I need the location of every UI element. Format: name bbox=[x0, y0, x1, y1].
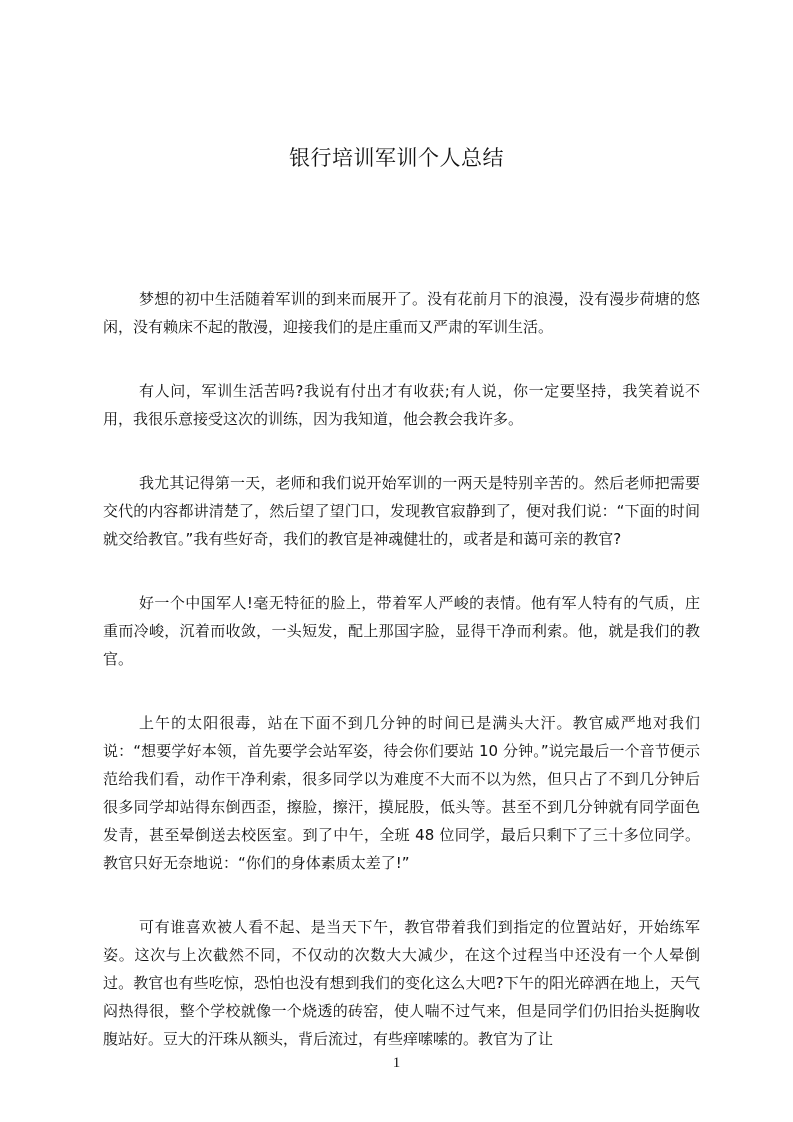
paragraph-2: 有人问，军训生活苦吗?我说有付出才有收获;有人说，你一定要坚持，我笑着说不用，我很乐意接受这次的训练，因为我知道，他会教会我许多。 bbox=[103, 382, 700, 428]
paragraph-6: 可有谁喜欢被人看不起、是当天下午，教官带着我们到指定的位置站好，开始练军姿。这次与上次截然不同，不仅动的次数大大减少，在这个过程当中还没有一个人晕倒过。教官也有些吃惊，恐怕也没有想到我们的变化这么大吧?下午的阳光碎洒在地上，天气闷热得很，整个学校就像一个烧透的砖窑，使人喘不过气来，但是同学们仍旧抬头挺胸收腹站好。豆大的汗珠从额头，背后流过，有些痒嗦嗦的。教官为了让 bbox=[103, 918, 700, 1048]
paragraph-1: 梦想的初中生活随着军训的到来而展开了。没有花前月下的浪漫，没有漫步荷塘的悠闲，没有赖床不起的散漫，迎接我们的是庄重而又严肃的军训生活。 bbox=[103, 290, 700, 336]
page-number: 1 bbox=[392, 1055, 401, 1071]
document-title: 银行培训军训个人总结 bbox=[289, 146, 504, 170]
paragraph-5: 上午的太阳很毒，站在下面不到几分钟的时间已是满头大汗。教官威严地对我们说：“想要学好本领，首先要学会站军姿，待会你们要站 10 分钟。”说完最后一个音节便示范给我们看，动作干净利索，很多同学以为难度不大而不以为然，但只占了不到几分钟后很多同学却站得东倒西歪，擦脸，擦汗，摸屁股，低头等。甚至不到几分钟就有同学面色发青，甚至晕倒送去校医室。到了中午，全班 48 位同学，最后只剩下了三十多位同学。教官只好无奈地说：“你们的身体素质太差了!” bbox=[103, 714, 700, 872]
document-body bbox=[103, 285, 700, 1089]
paragraph-3: 我尤其记得第一天，老师和我们说开始军训的一两天是特别辛苦的。然后老师把需要交代的内容都讲清楚了，然后望了望门口，发现教官寂静到了，便对我们说：“下面的时间就交给教官。”我有些好奇，我们的教官是神魂健壮的，或者是和蔼可亲的教官? bbox=[103, 474, 700, 548]
paragraph-4: 好一个中国军人!毫无特征的脸上，带着军人严峻的表情。他有军人特有的气质，庄重而冷峻，沉着而收敛，一头短发，配上那国字脸，显得干净而利索。他，就是我们的教官。 bbox=[103, 594, 700, 668]
